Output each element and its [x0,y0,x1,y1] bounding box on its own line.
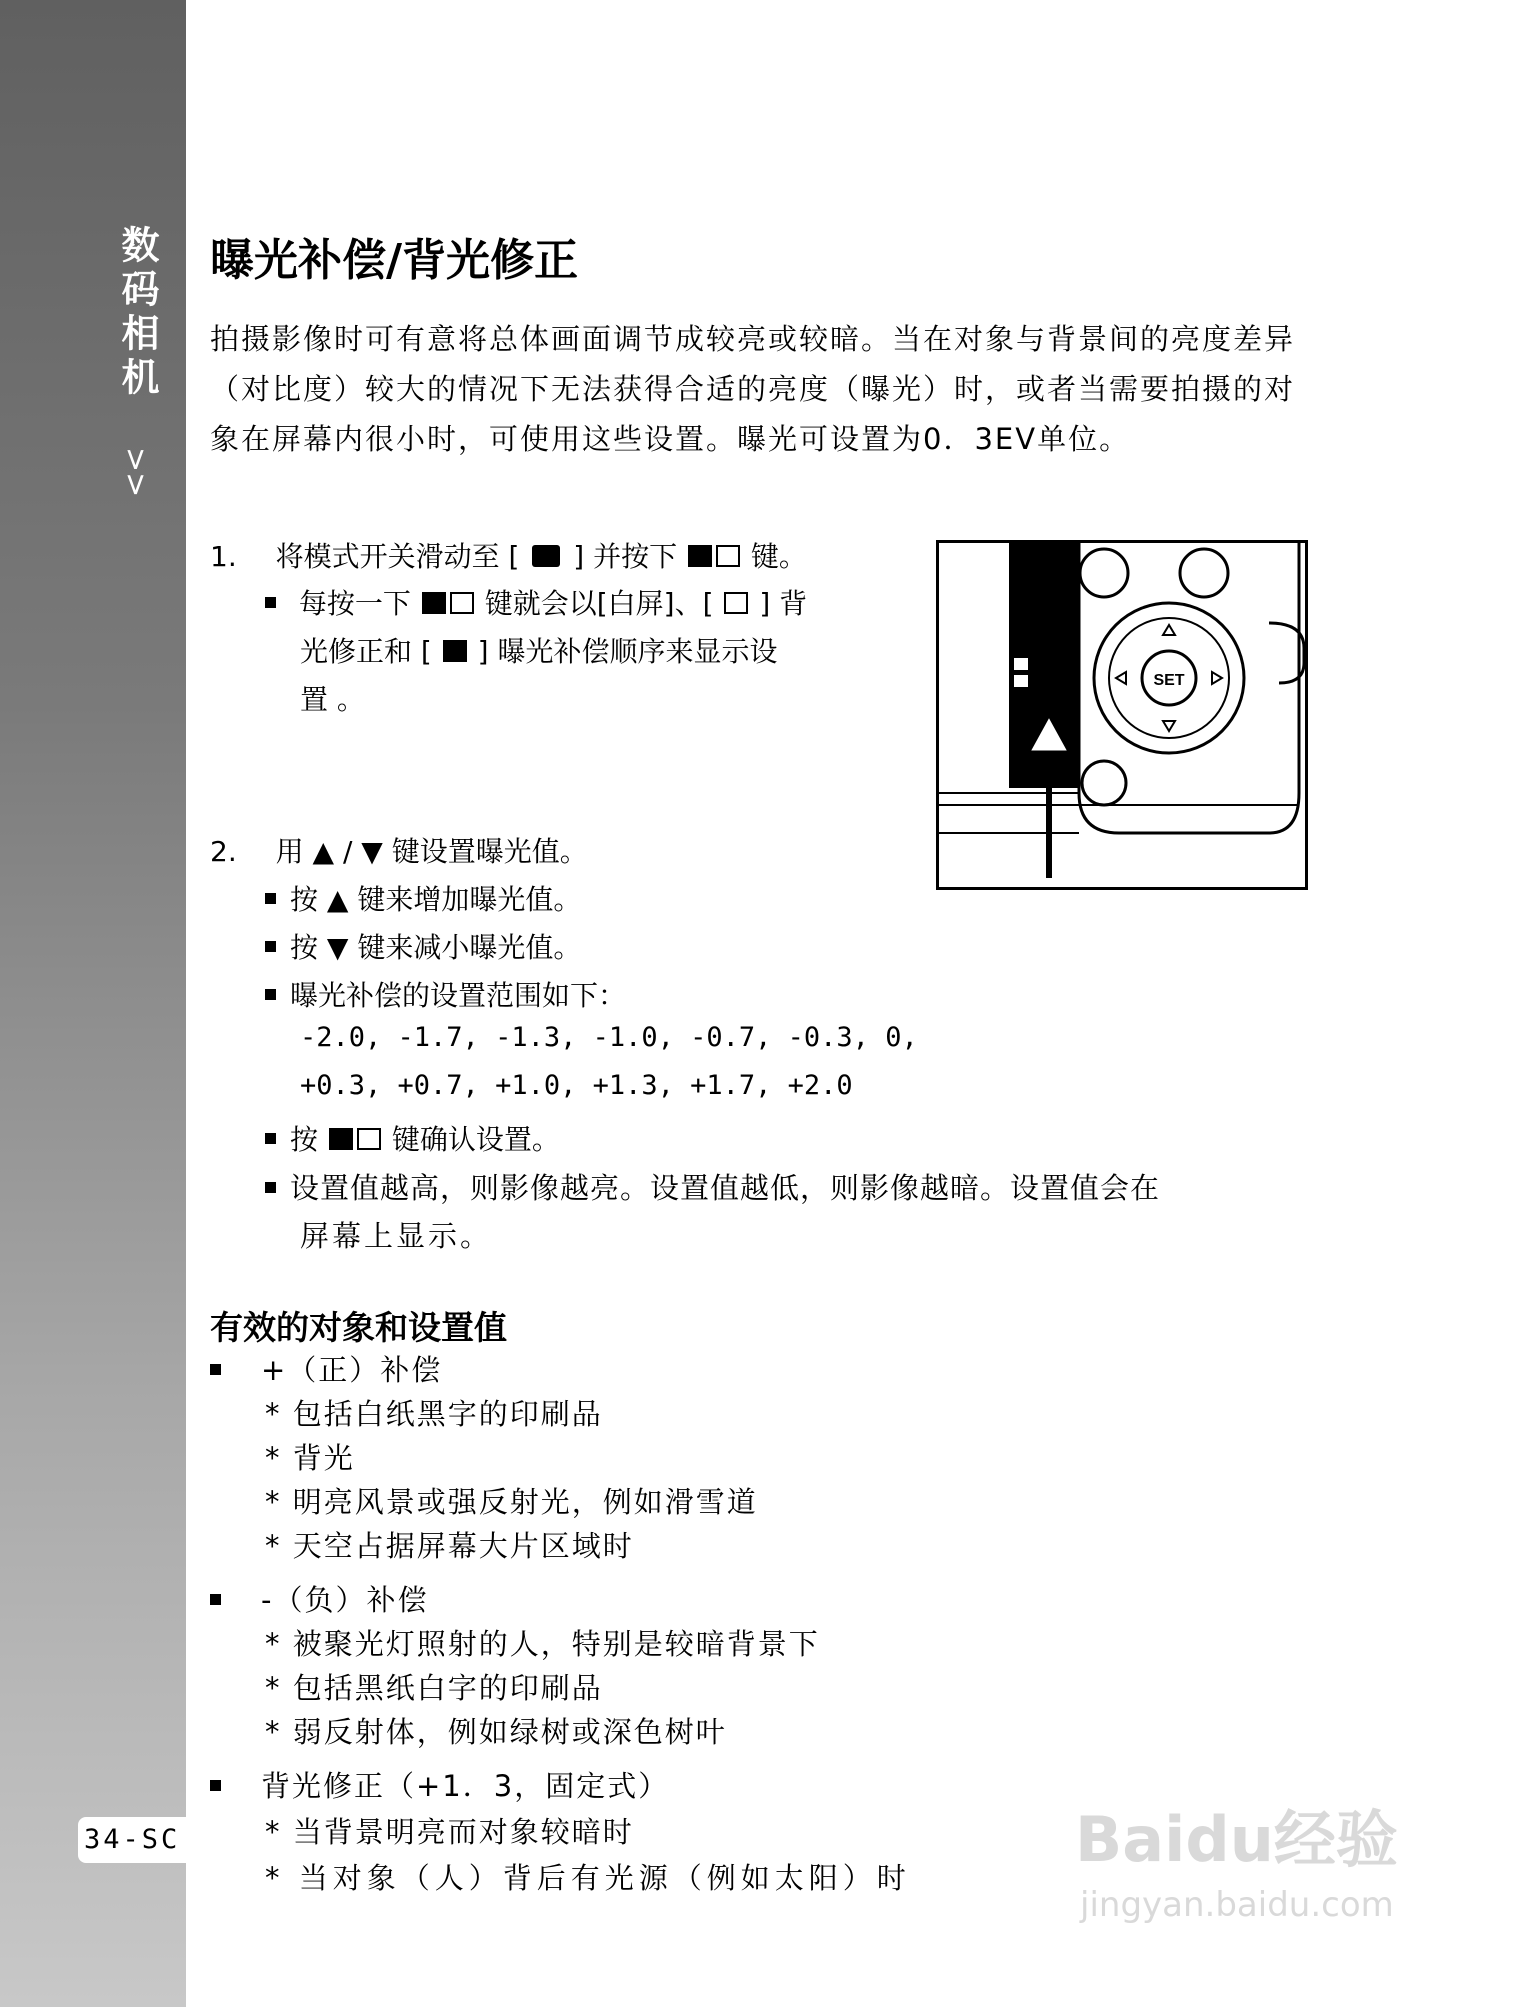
step2-b4-b: 键确认设置。 [391,1123,560,1156]
camera-back-illustration [939,543,1305,887]
step2-bullet-1 [265,878,581,918]
step1-text-b: ] 并按下 [573,540,678,573]
set-button-label: SET [1153,672,1185,689]
step1-number: 1. [210,540,237,573]
step1-bullet-c: ] 背 [759,587,808,620]
minus-heading-text: -（负）补偿 [261,1583,429,1617]
step1-bullet-b: 键就会以[白屏]、[ [484,587,714,620]
exposure-icon [422,592,446,614]
plus-item: * 天空占据屏幕大片区域时 [265,1529,634,1563]
step2-text: 用 ▲ / ▼ 键设置曝光值。 [275,835,588,868]
step2-b4-a: 按 [290,1123,319,1156]
step2-b3: 曝光补偿的设置范围如下： [290,979,627,1012]
exposure-icon [329,1128,353,1150]
step2-number: 2. [210,835,237,868]
minus-item: * 包括黑纸白字的印刷品 [265,1671,603,1705]
minus-item: * 被聚光灯照射的人，特别是较暗背景下 [265,1627,820,1661]
plus-item: * 明亮风景或强反射光，例如滑雪道 [265,1485,758,1519]
step1-line3: 置 。 [300,683,365,716]
watermark-brand: Baidu经验 [1075,1803,1398,1876]
sidebar-title: 数码相机 [115,225,159,401]
bullet-icon [265,597,276,608]
step1-line2-b: ] 曝光补偿顺序来显示设 [477,635,778,668]
bullet-icon [265,1182,276,1193]
backlight-icon [357,1128,381,1150]
bullet-icon [265,989,276,1000]
bullet-icon [265,1133,276,1144]
step2-bullet-4 [265,1118,560,1158]
intro-paragraph: 拍摄影像时可有意将总体画面调节成较亮或较暗。当在对象与背景间的亮度差异（对比度）较大的情况下无法获得合适的亮度（曝光）时，或者当需要拍摄的对象在屏幕内很小时，可使用这些设置。曝光可设置为0．3EV单位。 [210,322,1296,456]
bullet-icon [265,941,276,952]
range-line-1: -2.0, -1.7, -1.3, -1.0, -0.7, -0.3, 0, [300,1022,918,1053]
backlight-icon [724,592,748,614]
bullet-icon [210,1364,221,1375]
bullet-icon [265,893,276,904]
step1-bullet-a: 每按一下 [298,587,411,620]
step1-line2 [300,630,777,670]
step2-bullet-3 [265,974,626,1014]
bullet-icon [210,1780,221,1791]
backlight-icon [450,592,474,614]
exposure-icon [443,640,467,662]
step1-bullet [265,582,807,622]
step2-line [210,830,588,870]
section2-title: 有效的对象和设置值 [210,1308,507,1347]
backlight-heading [210,1764,669,1805]
plus-item: * 背光 [265,1441,355,1475]
page-title: 曝光补偿/背光修正 [210,235,579,286]
step1-line2-a: 光修正和 [ [300,635,432,668]
step2-bullet-2 [265,926,581,966]
step2-b1: 按 ▲ 键来增加曝光值。 [290,883,582,916]
step2-bullet-5 [265,1166,1160,1207]
camera-figure [936,540,1308,890]
bullet-icon [210,1594,221,1605]
sidebar-arrow: >> [118,447,153,498]
step2-b2: 按 ▼ 键来减小曝光值。 [290,931,582,964]
backlight-heading-text: 背光修正（+1．3，固定式） [261,1769,670,1803]
plus-heading [210,1348,442,1389]
plus-item: * 包括白纸黑字的印刷品 [265,1397,603,1431]
backlight-icon [716,545,740,567]
backlight-item: * 当对象（人）背后有光源（例如太阳）时 [265,1861,911,1895]
step1-text-a: 将模式开关滑动至 [ [275,540,520,573]
sidebar [0,0,186,2007]
step1-text-c: 键。 [750,540,807,573]
camera-icon [532,545,560,567]
minus-heading [210,1578,428,1619]
step2-b5-line1: 设置值越高，则影像越亮。设置值越低，则影像越暗。设置值会在 [290,1171,1161,1205]
range-line-2: +0.3, +0.7, +1.0, +1.3, +1.7, +2.0 [300,1070,853,1101]
step1-line [210,535,807,575]
page-number: 34-SC [78,1817,192,1863]
plus-heading-text: +（正）补偿 [261,1353,443,1387]
minus-item: * 弱反射体，例如绿树或深色树叶 [265,1715,727,1749]
exposure-icon [688,545,712,567]
backlight-item: * 当背景明亮而对象较暗时 [265,1815,634,1849]
watermark-url: jingyan.baidu.com [1080,1885,1394,1925]
step2-b5-line2: 屏幕上显示。 [300,1219,493,1253]
